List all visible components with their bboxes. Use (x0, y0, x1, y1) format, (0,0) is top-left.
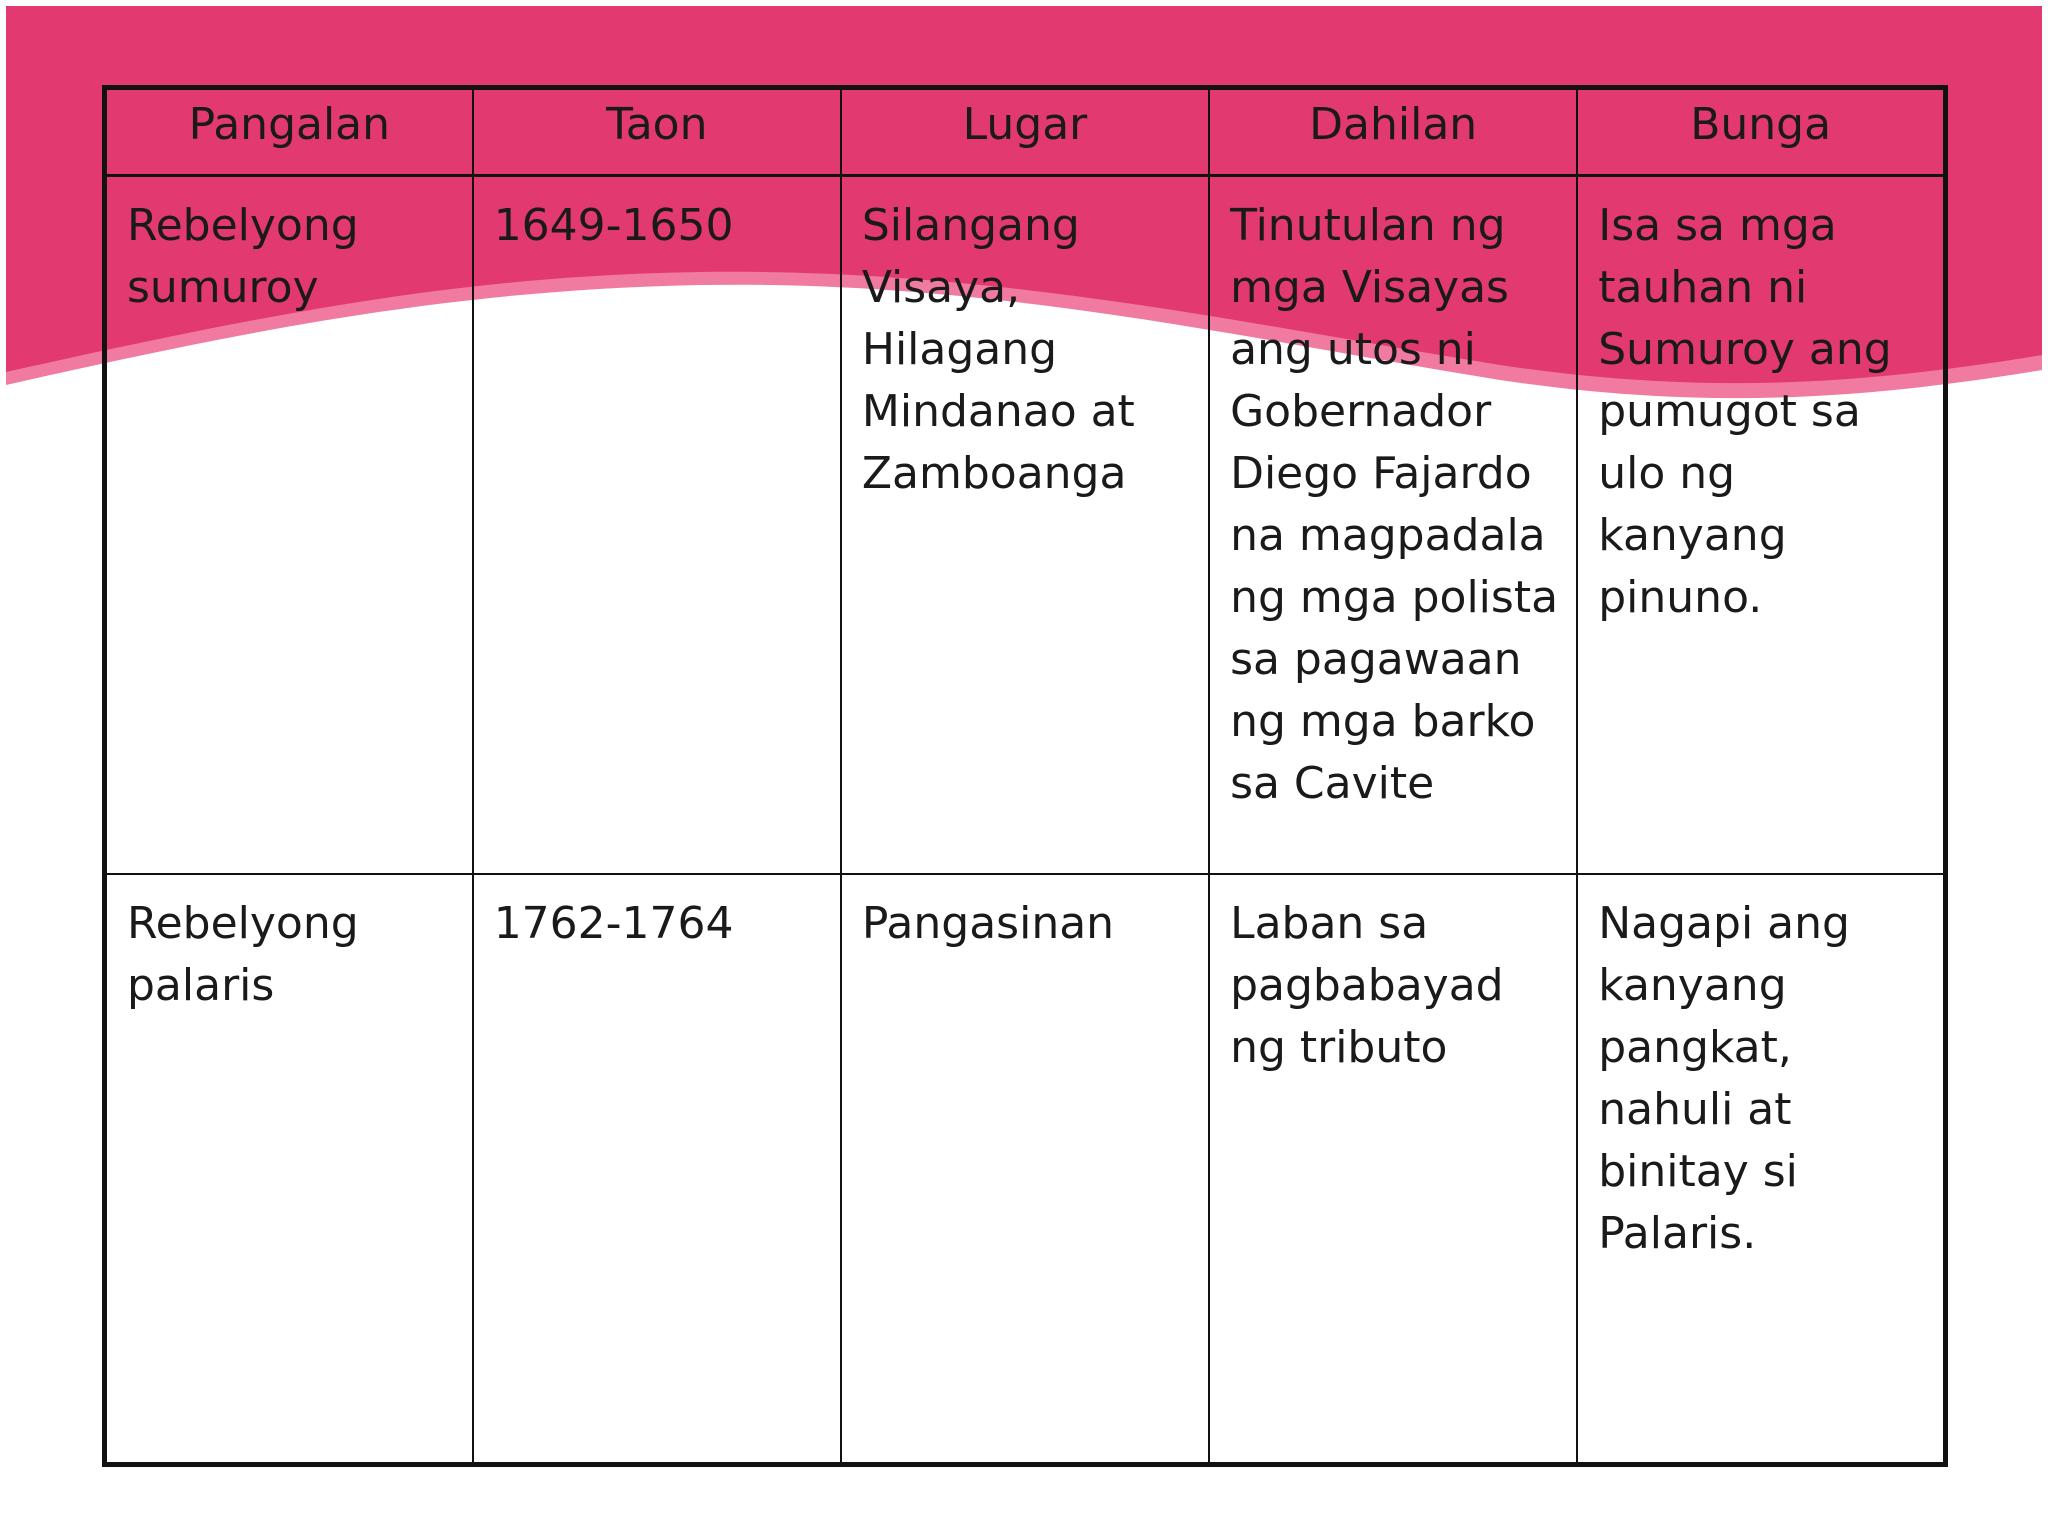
cell-bunga: Isa sa mga tauhan ni Sumuroy ang pumugot sa ulo ng kanyang pinuno. (1577, 176, 1945, 874)
table-header-row (105, 88, 1946, 176)
header-bunga: Bunga (1577, 88, 1945, 176)
header-taon: Taon (473, 88, 841, 176)
cell-dahilan: Tinutulan ng mga Visayas ang utos ni Gobernador Diego Fajardo na magpadala ng mga polista sa pagawaan ng mga barko sa Cavite (1209, 176, 1577, 874)
cell-dahilan: Laban sa pagbabayad ng tributo (1209, 874, 1577, 1465)
rebellion-table-container (102, 85, 1948, 1467)
cell-taon: 1649-1650 (473, 176, 841, 874)
cell-pangalan: Rebelyong palaris (105, 874, 473, 1465)
cell-pangalan: Rebelyong sumuroy (105, 176, 473, 874)
table-row (105, 874, 1946, 1465)
cell-bunga: Nagapi ang kanyang pangkat, nahuli at binitay si Palaris. (1577, 874, 1945, 1465)
cell-lugar: Pangasinan (841, 874, 1209, 1465)
rebellion-table (102, 85, 1948, 1467)
header-dahilan: Dahilan (1209, 88, 1577, 176)
table-row (105, 176, 1946, 874)
header-lugar: Lugar (841, 88, 1209, 176)
header-pangalan: Pangalan (105, 88, 473, 176)
cell-lugar: Silangang Visaya, Hilagang Mindanao at Zamboanga (841, 176, 1209, 874)
cell-taon: 1762-1764 (473, 874, 841, 1465)
